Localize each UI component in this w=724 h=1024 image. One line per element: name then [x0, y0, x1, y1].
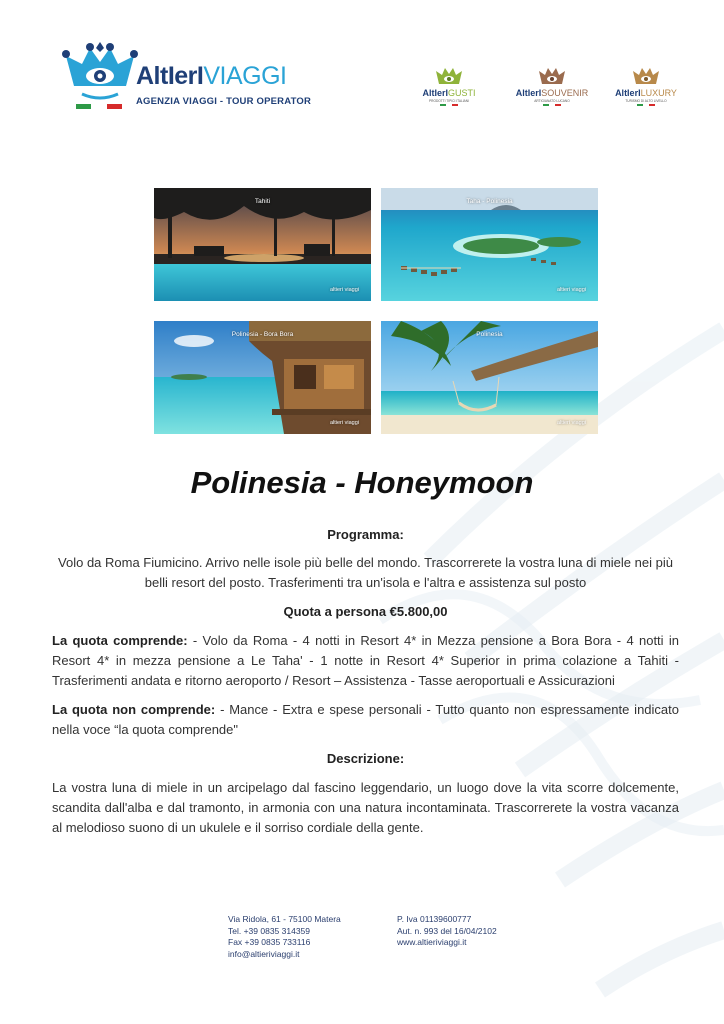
crown-eye-icon [62, 42, 138, 104]
quota-non-comprende: La quota non comprende: - Mance - Extra e spese personali - Tutto quanto non espressamente indicato nella voce “la quota comprende" [52, 702, 679, 737]
footer-email-link[interactable]: info@altieriviaggi.it [228, 948, 300, 959]
italian-flag [440, 104, 458, 106]
descrizione-text: La vostra luna di miele in un arcipelago dal fascino leggendario, un luogo dove la vita scorre dolcemente, scandita dall'alba e dal tramonto, in armonia con una natura incontaminata. Trascorrerete la vostra vacanza al melodioso suono di un ukulele e il sorriso cordiale della gente. [52, 780, 679, 835]
crown-icon [537, 66, 567, 88]
altieri-souvenir-logo: AltIerISOUVENIR ARTIGIANATO LUCANO [512, 66, 592, 114]
quota-price: Quota a persona €5.800,00 [283, 604, 448, 619]
altieri-gusti-logo: AltIerIGUSTI PRODOTTI TIPICI ITALIANI [409, 66, 489, 114]
programma-heading: Programma: [327, 527, 404, 542]
photo-taha-polinesia: Taha - Polinesia altieri viaggi [381, 188, 598, 301]
crown-icon [631, 66, 661, 88]
footer-website-link[interactable]: www.altieriviaggi.it [397, 937, 467, 947]
italian-flag [76, 104, 122, 109]
italian-flag [543, 104, 561, 106]
crown-icon [434, 66, 464, 88]
brand-tagline: AGENZIA VIAGGI - TOUR OPERATOR [136, 96, 312, 107]
footer-contacts: Via Ridola, 61 - 75100 Matera Tel. +39 0835 314359 Fax +39 0835 733116 info@altieriviaggi.it [228, 914, 341, 959]
quota-comprende: La quota comprende: - Volo da Roma - 4 notti in Resort 4* in Mezza pensione a Bora Bora - 4 notti in Resort 4* in mezza pensione a Le Taha' - 1 notte in Resort 4* Superior in prima colazione a Tahiti - Trasferimenti andata e ritorno aeroporto / Resort – Assistenza - Tasse aeroportuali e Assicurazioni [52, 633, 679, 688]
photo-tahiti: Tahiti altieri viaggi [154, 188, 371, 301]
altieri-viaggi-logo [62, 42, 312, 114]
document-title: Polinesia - Honeymoon [190, 465, 534, 500]
altieri-luxury-logo: AltIerILUXURY TURISMO DI ALTO LIVELLO [606, 66, 686, 114]
footer-legal: P. Iva 01139600777 Aut. n. 993 del 16/04/2102 www.altieriviaggi.it [397, 914, 497, 947]
photo-polinesia: Polinesia altieri viaggi [381, 321, 598, 434]
photo-polinesia-bora-bora: Polinesia - Bora Bora altieri viaggi [154, 321, 371, 434]
programma-text: Volo da Roma Fiumicino. Arrivo nelle isole più belle del mondo. Trascorrerete la vostra luna di miele nei più belli resort del posto. Trasferimenti tra un'isola e l'altra e assistenza sul posto [58, 555, 673, 590]
italian-flag [637, 104, 655, 106]
brand-name: AltIerIVIAGGI [136, 62, 287, 90]
descrizione-heading: Descrizione: [326, 751, 405, 766]
